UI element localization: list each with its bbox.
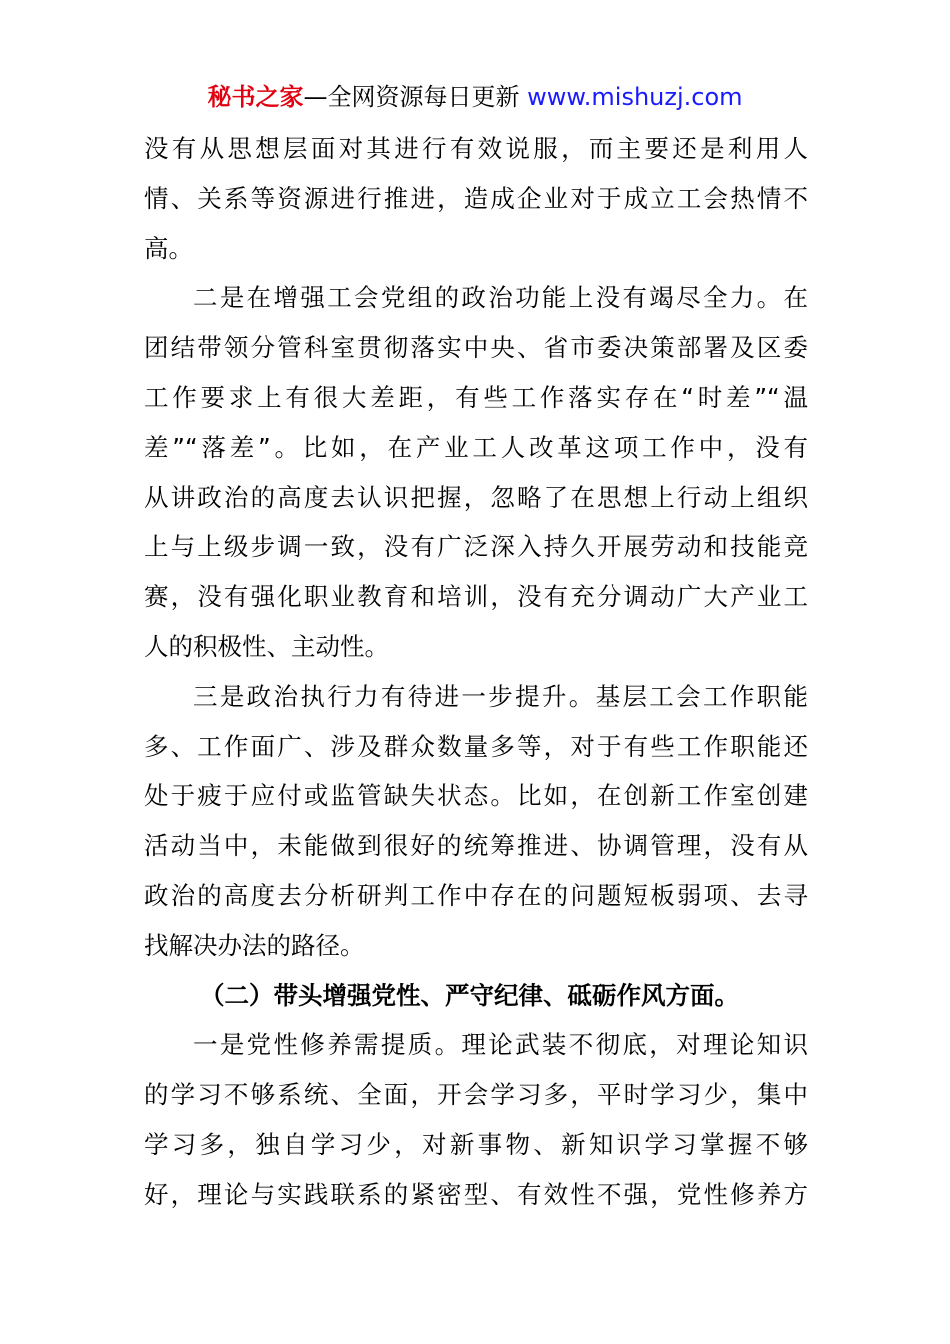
text-line: 人的积极性、主动性。: [144, 631, 389, 661]
section-heading: （二）带头增强党性、严守纪律、砥砺作风方面。: [200, 980, 739, 1010]
text-line: 政治的高度去分析研判工作中存在的问题短板弱项、去寻: [144, 880, 808, 910]
site-tagline: —全网资源每日更新: [303, 83, 528, 111]
paragraph-first-line: 一是党性修养需提质。理论武装不彻底，对理论知识: [193, 1030, 808, 1060]
text-line: 处于疲于应付或监管缺失状态。比如，在创新工作室创建: [144, 781, 808, 811]
text-line: 的学习不够系统、全面，开会学习多，平时学习少，集中: [144, 1080, 808, 1110]
text-line: 找解决办法的路径。: [144, 930, 365, 960]
text-line: 没有从思想层面对其进行有效说服，而主要还是利用人: [144, 134, 808, 163]
site-header: [0, 80, 950, 114]
text-line: 情、关系等资源进行推进，造成企业对于成立工会热情不: [144, 183, 808, 213]
document-body: [144, 124, 808, 1220]
text-line: 高。: [144, 233, 193, 263]
text-line: 多、工作面广、涉及群众数量多等，对于有些工作职能还: [144, 731, 808, 761]
text-line: 从讲政治的高度去认识把握，忽略了在思想上行动上组织: [144, 482, 808, 512]
site-url: www.mishuzj.com: [527, 83, 743, 111]
paragraph-first-line: 二是在增强工会党组的政治功能上没有竭尽全力。在: [193, 283, 808, 313]
text-line: 差”“落差”。比如，在产业工人改革这项工作中，没有: [144, 432, 808, 462]
text-line: 活动当中，未能做到很好的统筹推进、协调管理，没有从: [144, 831, 808, 861]
text-line: 赛，没有强化职业教育和培训，没有充分调动广大产业工: [144, 582, 808, 612]
text-line: 学习多，独自学习少，对新事物、新知识学习掌握不够: [144, 1129, 808, 1159]
paragraph-first-line: 三是政治执行力有待进一步提升。基层工会工作职能: [193, 681, 808, 711]
text-line: 好，理论与实践联系的紧密型、有效性不强，党性修养方: [144, 1179, 808, 1209]
text-line: 团结带领分管科室贯彻落实中央、省市委决策部署及区委: [144, 333, 808, 363]
text-line: 工作要求上有很大差距，有些工作落实存在“时差”“温: [144, 382, 808, 412]
text-line: 上与上级步调一致，没有广泛深入持久开展劳动和技能竞: [144, 532, 808, 562]
site-brand: 秘书之家: [207, 83, 304, 111]
